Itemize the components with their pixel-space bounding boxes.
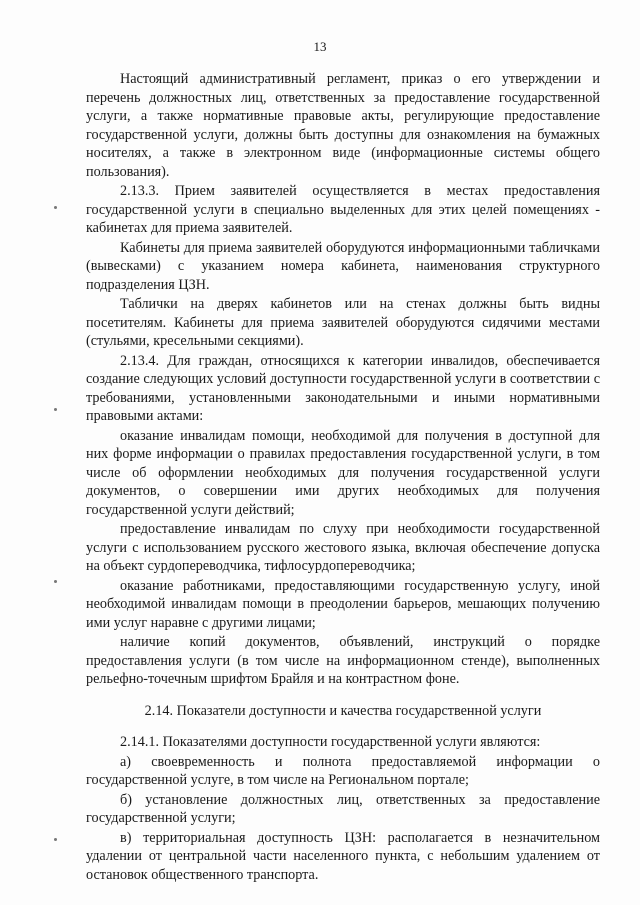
document-body [86,70,600,884]
page-number: 13 [313,39,327,54]
scan-mark [54,206,57,209]
paragraph: в) территориальная доступность ЦЗН: располагается в незначительном удалении от центральной части населенного пункта, с небольшим удалением от остановок общественного транспорта. [86,829,600,883]
paragraph: 2.13.4. Для граждан, относящихся к категории инвалидов, обеспечивается создание следующих условий доступности государственной услуги в соответствии с требованиями, установленными законодательными и иными нормативными правовыми актами: [86,352,600,424]
scan-mark [54,408,57,411]
paragraph: наличие копий документов, объявлений, инструкций о порядке предоставления услуги (в том числе на информационном стенде), выполненных рельефно-точечным шрифтом Брайля и на контрастном фоне. [86,634,600,687]
paragraph: 2.14.1. Показателями доступности государственной услуги являются: [120,734,541,750]
scan-mark [54,580,57,583]
paragraph: 2.13.3. Прием заявителей осуществляется в местах предоставления государственной услуги в специально выделенных для этих целей помещениях - кабинетах для приема заявителей. [86,183,600,236]
section-heading: 2.14. Показатели доступности и качества государственной услуги [144,702,542,719]
scan-mark [54,838,57,841]
paragraph: б) установление должностных лиц, ответственных за предоставление государственной услуги; [86,791,600,826]
paragraph: оказание работниками, предоставляющими государственную услугу, иной необходимой инвалидам помощи в преодолении барьеров, мешающих получению ими услуг наравне с другими лицами; [86,577,600,631]
paragraph: предоставление инвалидам по слуху при необходимости государственной услуги с использованием русского жестового языка, включая обеспечение допуска на объект сурдопереводчика, тифлосурдопереводчика; [86,521,600,574]
paragraph: Таблички на дверях кабинетов или на стенах должны быть видны посетителям. Кабинеты для приема заявителей оборудуются сидячими местами (стульями, кресельными секциями). [86,296,600,349]
paragraph: а) своевременность и полнота предоставляемой информации о государственной услуге, в том числе на Региональном портале; [86,753,600,788]
paragraph: оказание инвалидам помощи, необходимой для получения в доступной для них форме информации о правилах предоставления государственной услуги, в том числе об оформлении необходимых для получения государственной услуги документов, о совершении ими других необходимых для получения государственной услуги действий; [86,427,600,518]
paragraph: Настоящий административный регламент, приказ о его утверждении и перечень должностных лиц, ответственных за предоставление государственной услуги, а также нормативные правовые акты, регулирующие предоставление государственной услуги, должны быть доступны для ознакомления на бумажных носителях, а также в электронном виде (информационные системы общего пользования). [86,71,600,180]
paragraph: Кабинеты для приема заявителей оборудуются информационными табличками (вывесками) с указанием номера кабинета, наименования структурного подразделения ЦЗН. [86,239,600,293]
